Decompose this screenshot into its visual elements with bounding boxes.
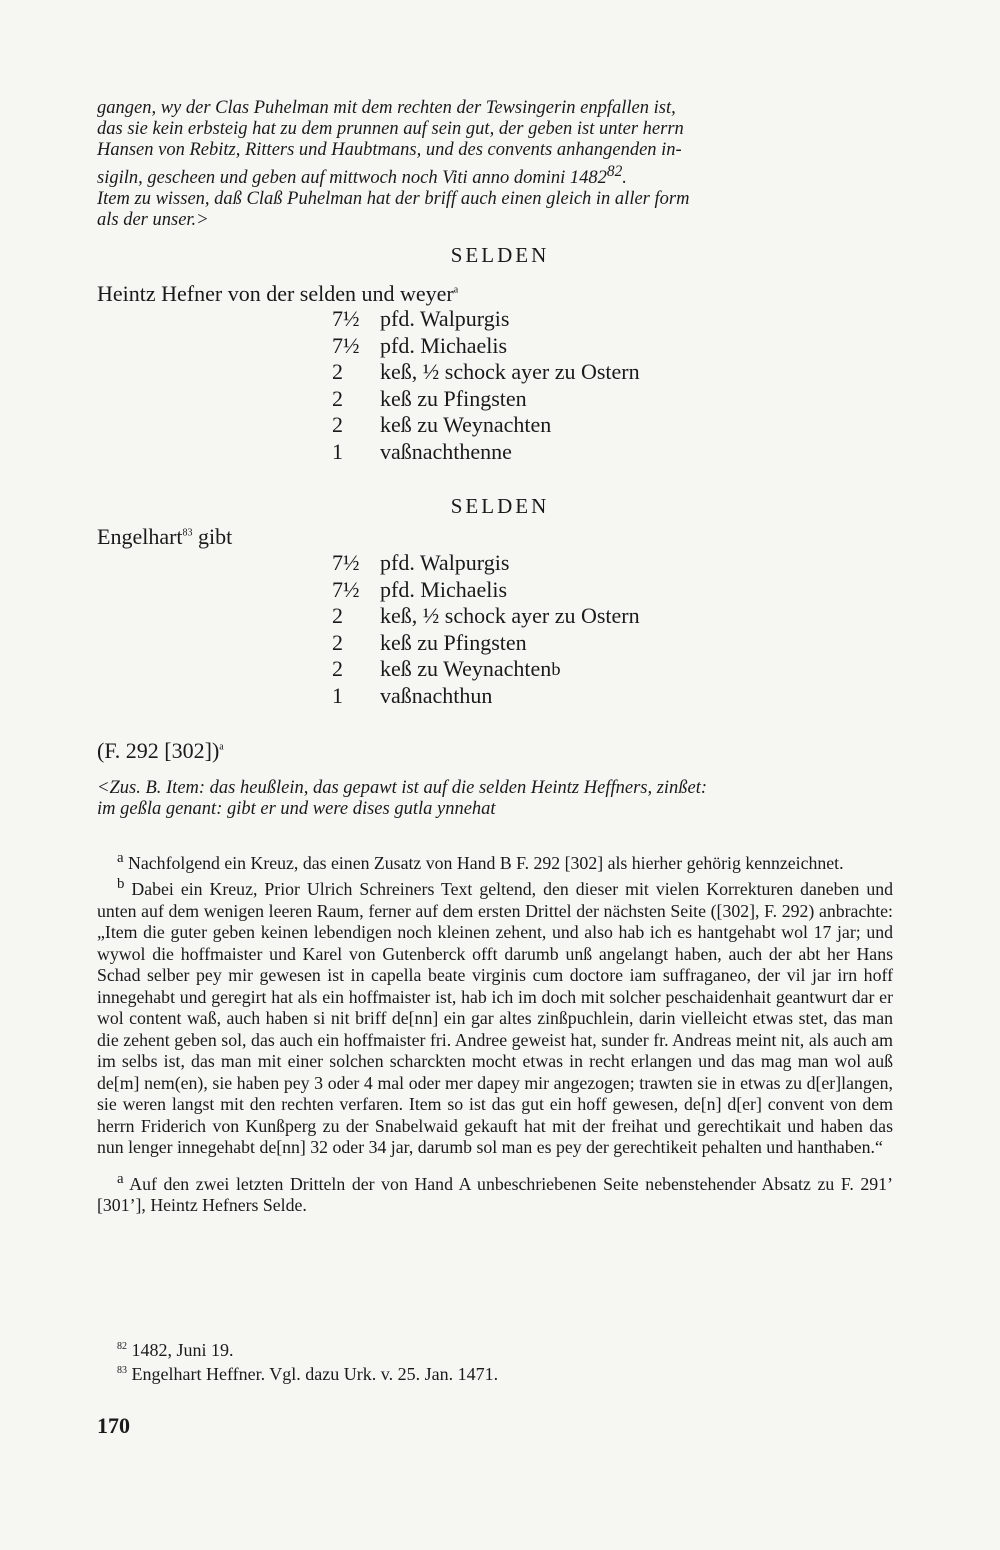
- note-mark: a: [219, 741, 224, 753]
- intro-line: das sie kein erbsteig hat zu dem prunnen auf sein gut, der geben ist unter herrn: [97, 119, 684, 139]
- intro-line: Item zu wissen, daß Claß Puhelman hat der briff auch einen gleich in aller form: [97, 189, 690, 210]
- note-mark: a: [117, 1170, 124, 1187]
- intro-line: Hansen von Rebitz, Ritters und Haubtmans, und des convents anhangenden in-: [97, 140, 682, 160]
- addition-paragraph: [97, 778, 897, 820]
- footnote: $^{82}$ 1482, Juni 19.: [117, 1340, 234, 1360]
- entry-title: Heintz Hefner von der selden und weyer$^a$: [97, 281, 459, 306]
- intro-paragraph: [97, 98, 897, 231]
- page-number: 170: [97, 1413, 130, 1438]
- list-item: 7½ pfd. Walpurgis: [332, 306, 510, 331]
- note-a: $^a$ Nachfolgend ein Kreuz, das einen Zusatz von Hand B F. 292 [302] als hierher gehörig kennzeichnet.: [117, 850, 844, 873]
- addition-line: <Zus. B. Item: das heußlein, das gepawt ist auf die selden Heintz Heffners, zinßet:: [97, 778, 708, 798]
- list-item: 7½ pfd. Walpurgis: [332, 550, 510, 575]
- list-item: 1 vaßnachthenne: [332, 438, 512, 464]
- payment-list: [332, 550, 640, 709]
- folio-reference: (F. 292 [302])$^a$: [97, 738, 224, 763]
- list-item: 2 keß zu Pfingsten: [332, 385, 527, 411]
- intro-line: sigiln, gescheen und geben auf mittwoch noch Viti anno domini 1482$^{82}$.: [97, 163, 627, 189]
- list-item: 2 keß, ½ schock ayer zu Ostern: [332, 359, 640, 384]
- list-item: 7½ pfd. Michaelis: [332, 576, 508, 602]
- critical-notes: [97, 848, 893, 1217]
- section-heading: SELDEN: [450, 243, 550, 267]
- note-mark: a: [117, 850, 124, 866]
- intro-line: als der unser.>: [97, 210, 209, 231]
- list-item: 1 vaßnachthun: [332, 682, 493, 708]
- footnote-ref: 83: [182, 527, 193, 539]
- entry-title: Engelhart$^{83}$ gibt: [97, 524, 233, 549]
- note-mark: b: [551, 659, 561, 679]
- list-item: 2 keß, ½ schock ayer zu Ostern: [332, 603, 640, 628]
- note-mark: b: [117, 876, 125, 893]
- list-item: 2 keß zu Weynachten: [332, 412, 552, 437]
- list-item: 7½ pfd. Michaelis: [332, 332, 508, 358]
- list-item: 2 keß zu Pfingsten: [332, 629, 527, 655]
- addition-line: im geßla genant: gibt er und were dises gutla ynnehat: [97, 799, 496, 819]
- note-a-second: $^a$ Auf den zwei letzten Dritteln der von Hand A unbeschriebenen Seite nebenstehender Absatz zu F. 291’ [301’], Heintz Hefners Selde.: [97, 1170, 893, 1216]
- intro-line: gangen, wy der Clas Puhelman mit dem rechten der Tewsingerin enpfallen ist,: [97, 98, 676, 118]
- note-b: $^b$ Dabei ein Kreuz, Prior Ulrich Schreiners Text geltend, den dieser mit vielen Korrekturen daneben und unten auf dem wenigen leeren Raum, ferner auf dem ersten Drittel der nächsten Seite ([302], F. 292) anbrachte: „Item die guter geben keinen lebendigen noch kleinen zehent, und also hab ich es hantgehabt wol 17 jar; und wywol die hoffmaister und Karel von Gutenberck offt darumb unß angelangt haben, auch der abt her Hans Schad selber pey mir gewesen ist in capella beate virginis cum doctore iam suffraganeo, der vil jar irn hoff innegehabt und geregirt hat als ein hoffmaister ist, hab ich im doch mit solcher peschaidenhait geantwurt dar er wol content waß, auch haben si nit briff de[nn] ein gar altes zinßpuchlein, darin vielleicht etwas stet, das man die zehent geben sol, das auch ein hoffmaister fri. Andree geweist hat, sunder fr. Andreas meint nit, als auch am im selbs ist, das man mit einer solchen scharckten mocht etwas in recht erlangen und das mag man wol auß de[m] nem(en), sie haben pey 3 oder 4 mal oder mer dapey mir angezogen; trawten sie in etwas zu d[er]langen, sie weren langst mit den rechten verfaren. Item so ist das gut ein hoff gewesen, de[n] d[er] convent von dem herrn Friderich von Kunßperg zu der Snabelwaid gekauft hat mit der freihat und gerechtikait und haben das nun lenger innegehabt de[nn] 32 oder 34 jar, darumb sol man es pey der gerechtikeit pehalten und hanthaben.“: [97, 876, 893, 1158]
- footnote: $^{83}$ Engelhart Heffner. Vgl. dazu Urk. v. 25. Jan. 1471.: [117, 1364, 499, 1384]
- payment-list: [332, 306, 640, 465]
- section-heading: SELDEN: [450, 494, 550, 518]
- footnote-ref: 82: [606, 163, 623, 180]
- note-mark: a: [453, 284, 459, 296]
- list-item: 2 keß zu Weynachten b: [332, 656, 561, 681]
